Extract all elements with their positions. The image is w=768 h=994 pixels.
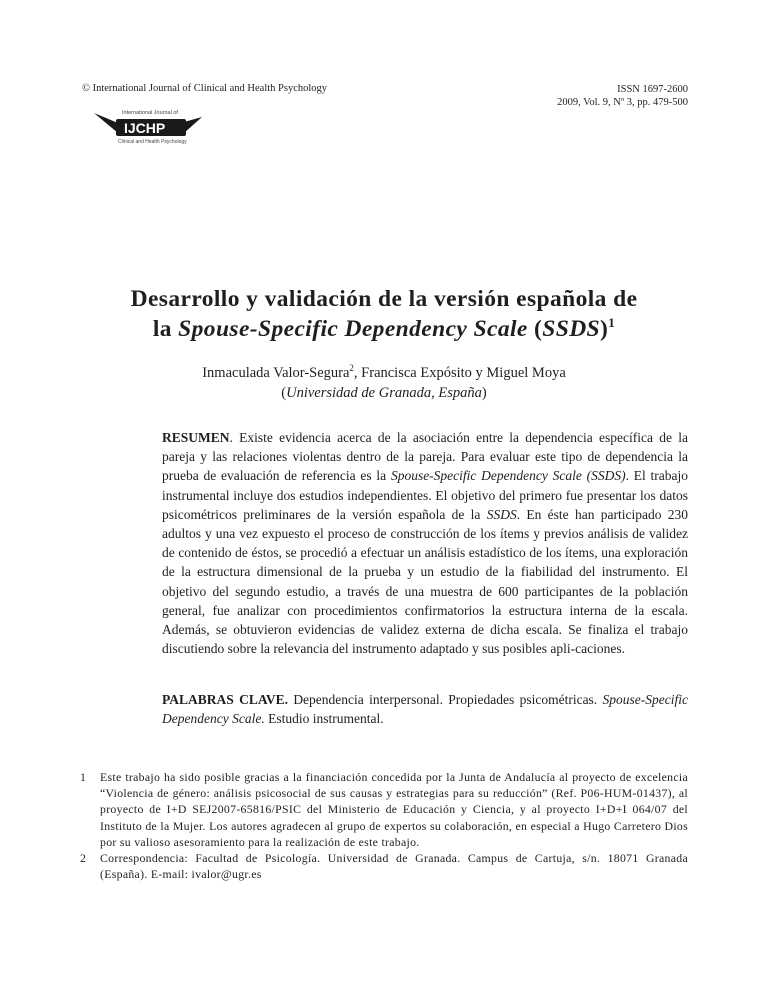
logo-bottom-text: Clinical and Health Psychology — [118, 139, 187, 145]
author-1: Inmaculada Valor-Segura — [202, 365, 350, 381]
footnote-text: Correspondencia: Facultad de Psicología. Universidad de Granada. Campus de Cartuja, s/n. 18071 Granada (España). E-mail: ivalor@ugr.es — [100, 851, 688, 882]
title-line-2: la Spouse-Specific Dependency Scale (SSDS)$^1$ — [152, 315, 616, 342]
footnote-mark-1: 1 — [608, 315, 616, 330]
journal-logo — [92, 105, 212, 145]
citation: 2009, Vol. 9, Nº 3, pp. 479-500 — [557, 97, 688, 108]
issn-block — [557, 83, 688, 109]
logo-acronym: IJCHP — [124, 120, 166, 136]
authors — [80, 364, 688, 383]
footnote-mark-2: 2 — [349, 363, 354, 373]
abstract-label: RESUMEN — [162, 430, 230, 445]
footnote-1 — [80, 769, 688, 850]
footnote-number: 1 — [80, 770, 87, 784]
journal-name: © International Journal of Clinical and Health Psychology — [82, 83, 328, 94]
footnotes — [80, 769, 688, 882]
footnote-2 — [80, 850, 688, 882]
scale-name: Spouse-Specific Dependency Scale — [178, 316, 528, 342]
logo-left-wing — [94, 113, 118, 133]
paper-title — [80, 284, 688, 344]
other-authors: , Francisca Expósito y Miguel Moya — [353, 365, 566, 381]
abstract-scale-name: Spouse-Specific Dependency Scale (SSDS) — [390, 468, 626, 484]
logo-right-wing — [184, 117, 202, 133]
issn: ISSN 1697-2600 — [617, 84, 688, 95]
title-line-1: Desarrollo y validación de la versión española de — [130, 286, 638, 312]
scale-abbrev: SSDS — [542, 316, 601, 342]
affiliation-name: Universidad de Granada, España — [286, 385, 482, 401]
keywords-label: PALABRAS CLAVE. — [162, 692, 288, 707]
abstract: RESUMEN. Existe evidencia acerca de la asociación entre la dependencia específica de la pareja y las relaciones violentas dentro de la pareja. Para evaluar este tipo de dependencia la prueba de evaluación de referencia es la Spouse-Specific Dependency Scale (SSDS). El trabajo instrumental incluye dos estudios independientes. El objetivo del primero fue presentar los datos psicométricos preliminares de la versión española de la SSDS. En éste han participado 230 adultos y una vez expuesto el proceso de construcción de los ítems y previos análisis de validez de contenido de éstos, se procedió a efectuar un análisis estadístico de los ítems, una exploración de la estructura dimensional de la prueba y un estudio de la fiabilidad del instrumento. El objetivo del segundo estudio, a través de una muestra de 600 participantes de la población general, fue analizar con procedimientos confirmatorios la estructura interna de la escala. Además, se obtuvieron evidencias de validez externa de dicha escala. Se finaliza el trabajo discutiendo sobre la relevancia del instrumento adaptado y sus posibles apli-caciones. — [162, 430, 688, 657]
footnote-text: Este trabajo ha sido posible gracias a la financiación concedida por la Junta de Andalucía al proyecto de excelencia “Violencia de género: análisis psicosocial de sus causas y estrategias para su reducción” (Ref. P06-HUM-01437), al proyecto de I+D SEJ2007-65816/PSIC del Ministerio de Educación y Ciencia, y al proyecto I+D+I 064/07 del Instituto de la Mujer. Los autores agradecen al grupo de expertos su colaboración, en especial a Hugo Carretero Dios por su valioso asesoramiento para la realización de este trabajo. — [100, 770, 688, 849]
logo-top-text: International Journal of — [122, 110, 178, 116]
keywords-scale-name: Spouse-Specific Dependency Scale. — [162, 692, 688, 727]
affiliation: (Universidad de Granada, España) — [281, 385, 487, 401]
footnote-number: 2 — [80, 851, 87, 866]
keywords: PALABRAS CLAVE. Dependencia interpersonal. Propiedades psicométricas. Spouse-Specific Dependency Scale. Estudio instrumental. — [162, 692, 688, 727]
abstract-scale-abbrev: SSDS — [486, 506, 517, 522]
